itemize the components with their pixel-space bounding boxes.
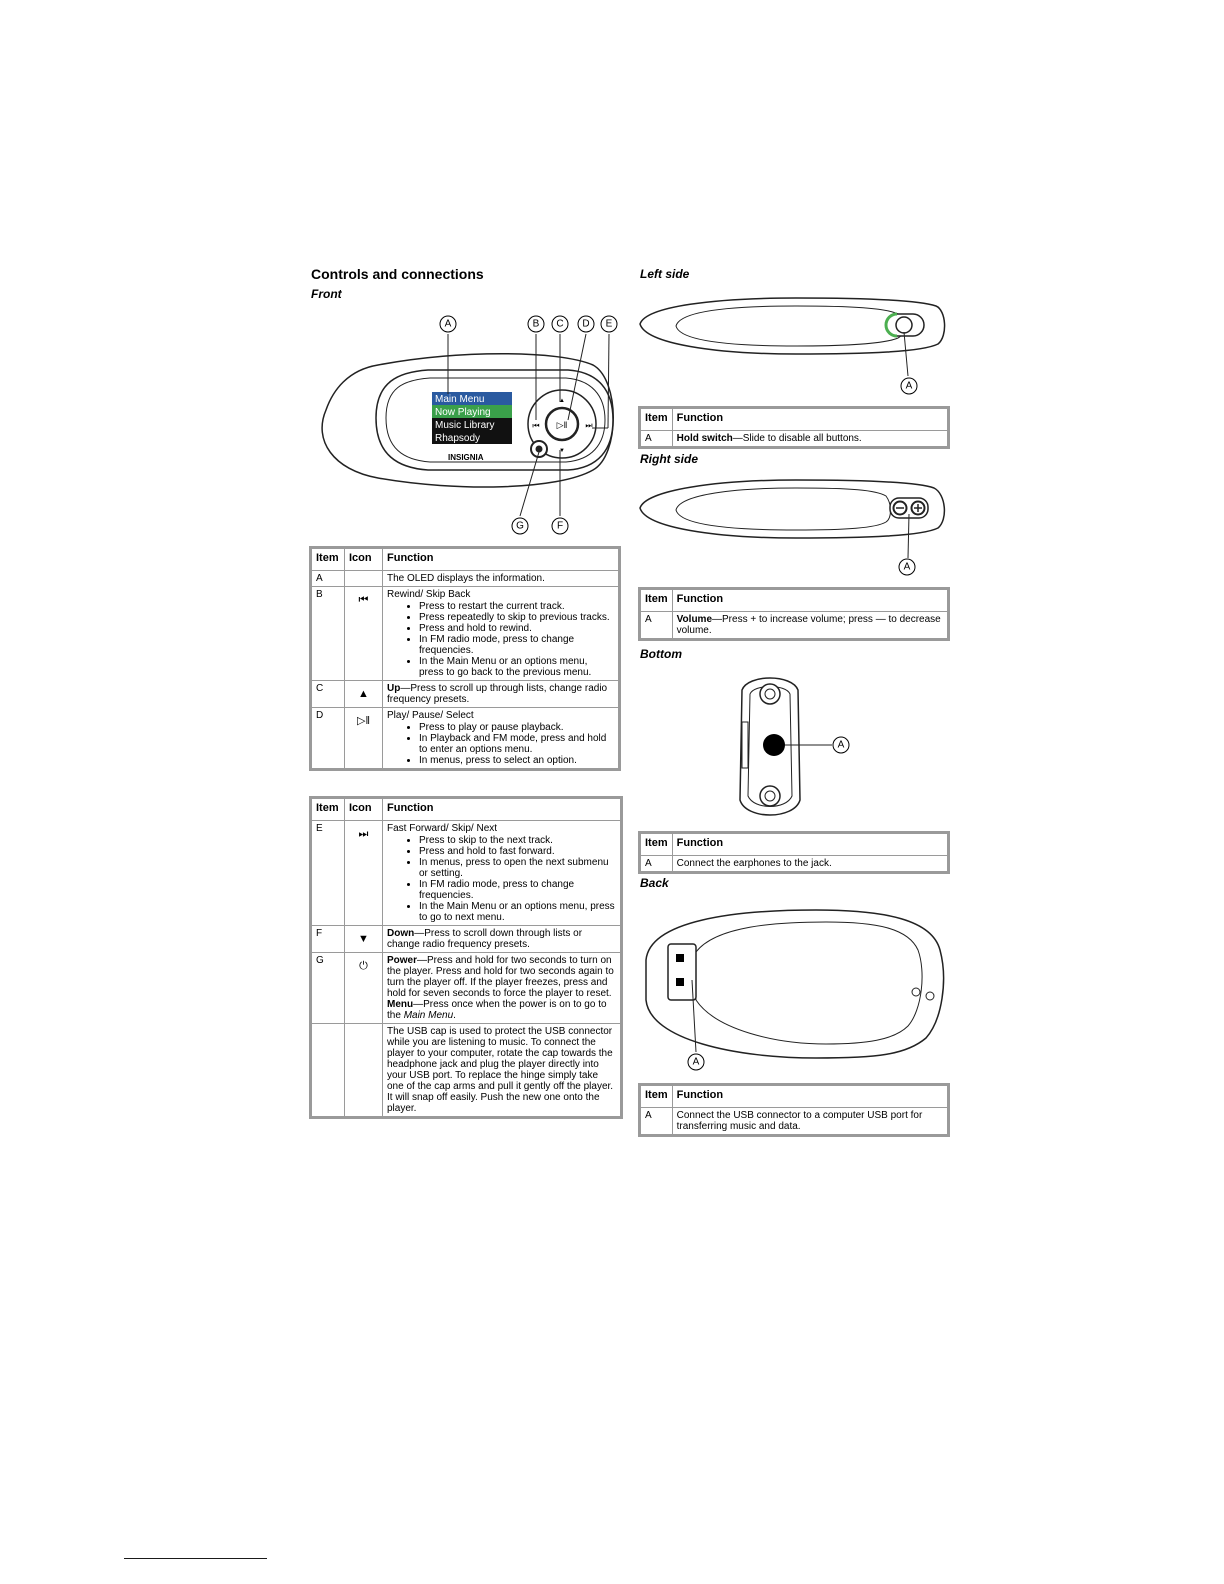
item-cell: D	[311, 708, 345, 770]
callout-a	[440, 316, 456, 332]
callout-a	[899, 559, 915, 575]
header-function: Function	[672, 408, 948, 431]
item-cell: G	[311, 953, 345, 1024]
right-side-table	[638, 587, 950, 641]
svg-text:D: D	[582, 318, 590, 330]
svg-text:F: F	[556, 520, 564, 532]
svg-text:E: E	[605, 318, 613, 330]
header-item: Item	[640, 833, 673, 856]
table-row	[311, 1024, 622, 1118]
bullet: • In menus, press to open the next submenu or setting.	[419, 857, 616, 879]
left-side-figure	[636, 292, 952, 398]
bullet: • Press to play or pause playback.	[419, 722, 614, 733]
bullet: • Press and hold to fast forward.	[419, 846, 616, 857]
item-cell: E	[311, 821, 345, 926]
svg-text:A: A	[903, 561, 911, 573]
bullet: • In menus, press to select an option.	[419, 755, 614, 766]
skip-forward-icon: ⏭	[345, 821, 383, 926]
callout-a	[833, 737, 849, 753]
screen-line-4: Rhapsody	[435, 433, 481, 444]
header-icon: Icon	[345, 798, 383, 821]
svg-text:⏭: ⏭	[585, 421, 593, 430]
bullet: • Press repeatedly to skip to previous tracks.	[419, 612, 614, 623]
svg-text:⏮: ⏮	[532, 421, 540, 430]
right-side-figure	[636, 474, 952, 578]
table-header-row	[640, 408, 949, 431]
bullet: • Press to restart the current track.	[419, 601, 614, 612]
front-device-figure	[308, 310, 628, 538]
table-row	[640, 856, 949, 873]
function-text: —Press and hold for two seconds to turn on the player. Press and hold for two seconds again to turn the player off. If the player freezes, press and hold for seven seconds to force the player to reset.	[387, 955, 614, 999]
function-cell	[383, 953, 622, 1024]
item-cell: A	[640, 856, 673, 873]
function-cell: The USB cap is used to protect the USB connector while you are listening to music. To connect the player to your computer, rotate the cap towards the headphone jack and plug the player directly into your USB port. To replace the hinge simply take one of the cap arms and pull it gently off the player. It will snap off easily. Push the new one onto the player.	[383, 1024, 622, 1118]
function-lead-2: Menu	[387, 999, 414, 1010]
callout-a	[901, 378, 917, 394]
svg-text:A: A	[837, 739, 845, 751]
table-row	[311, 681, 620, 708]
header-function: Function	[383, 798, 622, 821]
callout-a	[688, 1054, 704, 1070]
svg-text:C: C	[556, 318, 564, 330]
callout-c	[552, 316, 568, 332]
svg-text:▲: ▲	[559, 398, 565, 404]
left-side-label: Left side	[640, 267, 690, 281]
svg-text:▷ǁ: ▷ǁ	[556, 420, 568, 430]
item-cell: C	[311, 681, 345, 708]
function-cell	[383, 821, 622, 926]
front-controls-table-2	[309, 796, 623, 1119]
front-controls-table-1	[309, 546, 621, 771]
function-cell	[383, 926, 622, 953]
bullet: • Press to skip to the next track.	[419, 835, 616, 846]
function-text: —Press + to increase volume; press — to decrease volume.	[676, 614, 941, 636]
item-cell: A	[640, 431, 673, 448]
function-text: —Press to scroll down through lists or change radio frequency presets.	[387, 928, 583, 950]
left-side-table	[638, 406, 950, 449]
function-lead: Up	[387, 683, 401, 694]
footnote-rule	[124, 1558, 267, 1559]
table-row	[640, 431, 949, 448]
function-cell	[383, 587, 620, 681]
svg-text:A: A	[692, 1056, 700, 1068]
power-icon: ⏻	[345, 953, 383, 1024]
skip-back-icon: ⏮	[345, 587, 383, 681]
svg-text:▼: ▼	[559, 448, 565, 454]
function-text-end: .	[453, 1010, 456, 1021]
screen-line-2: Now Playing	[435, 407, 491, 418]
function-lead: Hold switch	[676, 433, 733, 444]
back-table	[638, 1083, 950, 1137]
function-cell	[672, 431, 948, 448]
function-lead: Power	[387, 955, 418, 966]
function-lead: Volume	[676, 614, 713, 625]
table-header-row	[640, 589, 949, 612]
icon-cell	[345, 571, 383, 587]
up-arrow-icon: ▲	[345, 681, 383, 708]
header-function: Function	[672, 1085, 948, 1108]
table-header-row	[640, 1085, 949, 1108]
screen-line-1: Main Menu	[435, 394, 485, 405]
callout-e	[601, 316, 617, 332]
right-side-label: Right side	[640, 452, 699, 466]
svg-text:G: G	[516, 520, 524, 532]
bullet: • Press and hold to rewind.	[419, 623, 614, 634]
header-item: Item	[640, 589, 673, 612]
item-cell: A	[640, 1108, 673, 1136]
item-cell: B	[311, 587, 345, 681]
function-title: Fast Forward/ Skip/ Next	[387, 823, 498, 834]
function-text-2: —Press once when the power is on to go to the	[387, 999, 607, 1021]
table-row	[311, 953, 622, 1024]
bottom-figure	[720, 670, 860, 824]
callout-g	[512, 518, 528, 534]
bullet: • In FM radio mode, press to change frequencies.	[419, 879, 616, 901]
callout-b	[528, 316, 544, 332]
bottom-table	[638, 831, 950, 874]
table-row	[640, 612, 949, 640]
front-label: Front	[311, 287, 342, 301]
svg-text:A: A	[905, 380, 913, 392]
function-cell	[672, 612, 948, 640]
header-icon: Icon	[345, 548, 383, 571]
bullet: • In Playback and FM mode, press and hold to enter an options menu.	[419, 733, 614, 755]
header-item: Item	[640, 408, 673, 431]
header-function: Function	[672, 589, 948, 612]
table-header-row	[311, 548, 620, 571]
function-cell: Connect the earphones to the jack.	[672, 856, 948, 873]
svg-text:A: A	[444, 318, 452, 330]
down-arrow-icon: ▼	[345, 926, 383, 953]
brand-logo-text: INSIGNIA	[448, 453, 484, 462]
item-cell: A	[640, 612, 673, 640]
function-cell: The OLED displays the information.	[383, 571, 620, 587]
back-label: Back	[640, 876, 669, 890]
table-row	[311, 821, 622, 926]
header-function: Function	[383, 548, 620, 571]
table-row	[640, 1108, 949, 1136]
item-cell	[311, 1024, 345, 1118]
function-cell	[383, 681, 620, 708]
function-text: —Slide to disable all buttons.	[732, 433, 862, 444]
item-cell: A	[311, 571, 345, 587]
bullet: • In the Main Menu or an options menu, press to go back to the previous menu.	[419, 656, 614, 678]
header-item: Item	[640, 1085, 673, 1108]
function-cell	[383, 708, 620, 770]
bottom-label: Bottom	[640, 647, 682, 661]
table-row	[311, 571, 620, 587]
table-row	[311, 708, 620, 770]
function-title: Rewind/ Skip Back	[387, 589, 471, 600]
callout-f	[552, 518, 568, 534]
item-cell: F	[311, 926, 345, 953]
bullet: • In the Main Menu or an options menu, press to go to next menu.	[419, 901, 616, 923]
bullet: • In FM radio mode, press to change frequencies.	[419, 634, 614, 656]
icon-cell	[345, 1024, 383, 1118]
function-lead: Down	[387, 928, 415, 939]
screen-line-3: Music Library	[435, 420, 495, 431]
section-title: Controls and connections	[311, 266, 484, 282]
header-item: Item	[311, 548, 345, 571]
play-pause-icon: ▷ǁ	[345, 708, 383, 770]
header-item: Item	[311, 798, 345, 821]
table-row	[311, 587, 620, 681]
back-figure	[636, 900, 952, 1076]
main-menu-term: Main Menu	[403, 1010, 454, 1021]
table-header-row	[311, 798, 622, 821]
function-title: Play/ Pause/ Select	[387, 710, 474, 721]
function-text: —Press to scroll up through lists, change radio frequency presets.	[387, 683, 608, 705]
table-row	[311, 926, 622, 953]
svg-text:B: B	[532, 318, 540, 330]
header-function: Function	[672, 833, 948, 856]
function-cell: Connect the USB connector to a computer USB port for transferring music and data.	[672, 1108, 948, 1136]
callout-d	[578, 316, 594, 332]
table-header-row	[640, 833, 949, 856]
